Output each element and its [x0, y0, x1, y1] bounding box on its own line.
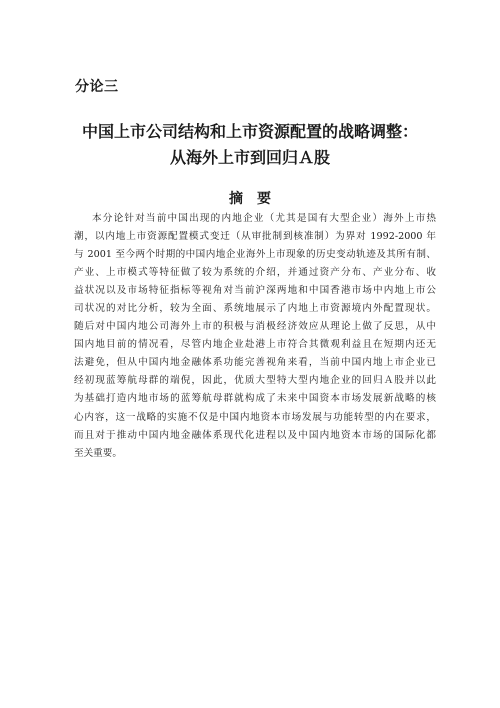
- abstract-line: 产业、上市模式等特征做了较为系统的介绍，并通过资产分布、产业分布、收: [74, 267, 436, 279]
- abstract-line: 本分论针对当前中国出现的内地企业（尤其是国有大型企业）海外上市热: [92, 213, 436, 224]
- abstract-line: 潮，以内地上市资源配置模式变迁（从审批制到核准制）为界对 1992-2000 年: [74, 231, 436, 243]
- abstract-line: 而且对于推动中国内地金融体系现代化进程以及中国内地资本市场的国际化都: [74, 429, 436, 441]
- abstract-line: 随后对中国内地公司海外上市的积极与消极经济效应从理论上做了反思，从中: [74, 321, 436, 333]
- abstract-line: 司状况的对比分析，较为全面、系统地展示了内地上市资源境内外配置现状。: [74, 303, 436, 315]
- chapter-title-line-1: 中国上市公司结构和上市资源配置的战略调整：: [81, 122, 418, 141]
- abstract-line: 益状况以及市场特征指标等视角对当前沪深两地和中国香港市场中内地上市公: [74, 285, 436, 297]
- abstract-line: 至关重要。: [74, 447, 122, 459]
- abstract-line: 心内容，这一战略的实施不仅是中国内地资本市场发展与功能转型的内在要求，: [74, 411, 436, 423]
- abstract-line: 法避免，但从中国内地金融体系功能完善视角来看，当前中国内地上市企业已: [74, 357, 436, 369]
- chapter-title-line-2: 从海外上市到回归Ａ股: [169, 148, 330, 167]
- abstract-heading: 摘要: [229, 191, 285, 207]
- abstract-line: 国内地目前的情况看，尽管内地企业赴港上市符合其微观利益且在短期内还无: [74, 339, 436, 351]
- abstract-line: 为基础打造内地市场的蓝筹航母群就构成了未来中国资本市场发展新战略的核: [74, 393, 436, 405]
- abstract-line: 与 2001 至今两个时期的中国内地企业海外上市现象的历史变动轨迹及其所有制、: [74, 249, 436, 261]
- abstract-line: 经初现蓝筹航母群的端倪，因此，优质大型特大型内地企业的回归Ａ股并以此: [74, 375, 436, 387]
- abstract-body: [74, 210, 436, 463]
- section-label: 分论三: [75, 79, 119, 95]
